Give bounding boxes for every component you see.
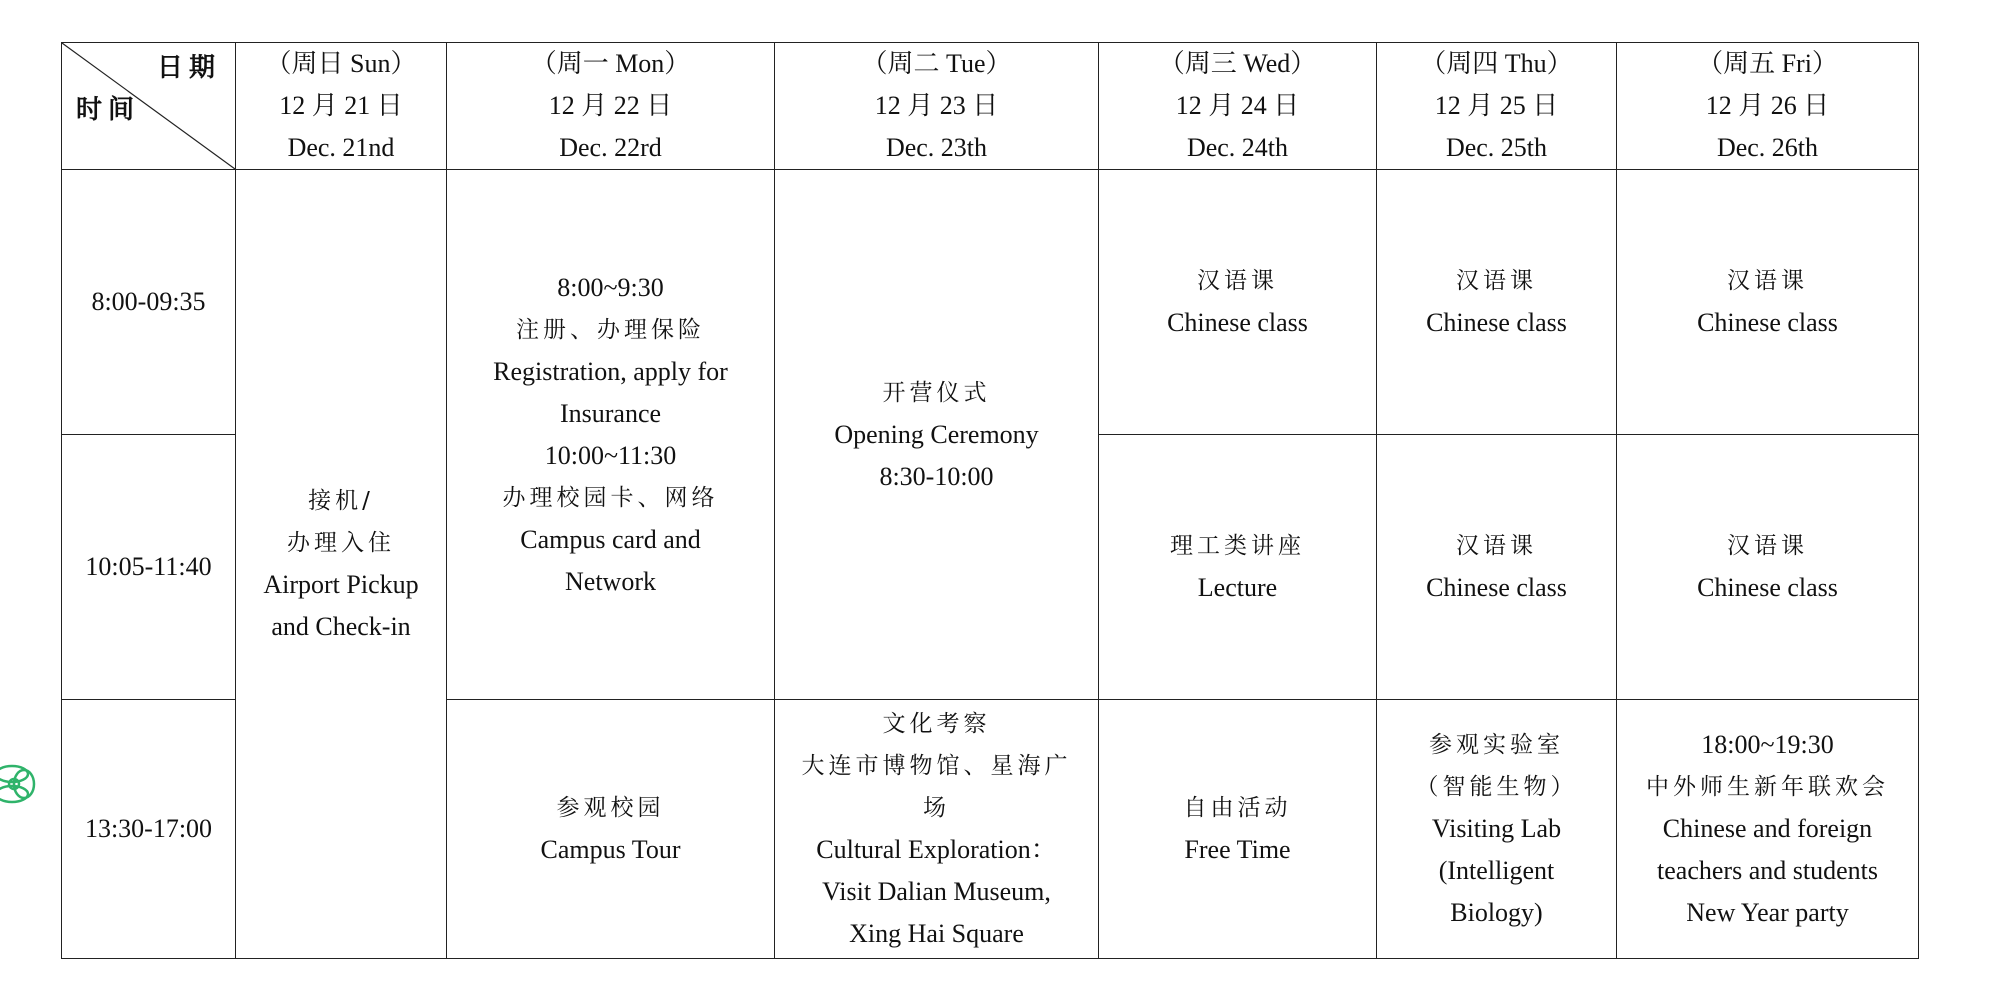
lab-en-2: (Intelligent — [1438, 856, 1555, 885]
fri-chinese-class-cell — [1617, 170, 1919, 435]
class-cn: 汉语课 — [1456, 533, 1537, 559]
free-en: Free Time — [1184, 835, 1291, 864]
party-cn: 中外师生新年联欢会 — [1646, 774, 1889, 800]
header-row — [62, 43, 1919, 170]
weekday-label: （周日 Sun） — [265, 49, 417, 78]
tue-cultural-exploration-cell — [775, 700, 1099, 959]
thu-lab-visit-cell — [1377, 700, 1617, 959]
day-header-wed — [1099, 43, 1377, 170]
lab-cn-2: （智能生物） — [1415, 774, 1578, 800]
cn-date-label: 12 月 24 日 — [1175, 91, 1300, 120]
free-cn: 自由活动 — [1183, 795, 1292, 821]
class-cn: 汉语课 — [1727, 268, 1808, 294]
time-range: 8:00-09:35 — [91, 287, 206, 316]
time-label: 时间 — [76, 95, 141, 125]
culture-en-1: Cultural Exploration： — [816, 835, 1057, 864]
party-en-3: New Year party — [1686, 898, 1849, 927]
class-en: Chinese class — [1697, 573, 1838, 602]
cn-date-label: 12 月 26 日 — [1705, 91, 1830, 120]
tour-cn: 参观校园 — [556, 795, 665, 821]
mon-cn-2: 办理校园卡、网络 — [502, 484, 719, 511]
time-range: 13:30-17:00 — [84, 814, 213, 843]
wed-chinese-class-cell — [1099, 170, 1377, 435]
culture-cn-3: 场 — [923, 795, 950, 821]
weekday-label: （周三 Wed） — [1158, 49, 1317, 78]
time-cell — [62, 700, 236, 959]
thu-chinese-class-cell — [1377, 170, 1617, 435]
en-date-label: Dec. 22rd — [559, 133, 662, 162]
lecture-en: Lecture — [1197, 573, 1278, 602]
cn-date-label: 12 月 21 日 — [279, 91, 403, 120]
wed-free-time-cell — [1099, 700, 1377, 959]
class-cn: 汉语课 — [1727, 533, 1808, 559]
en-date-label: Dec. 26th — [1716, 133, 1819, 162]
weekday-label: （周四 Thu） — [1420, 49, 1573, 78]
lab-en-3: Biology) — [1450, 898, 1543, 927]
leaf-decoration-icon — [0, 760, 44, 808]
lab-en-1: Visiting Lab — [1431, 814, 1562, 843]
cn-date-label: 12 月 25 日 — [1434, 91, 1559, 120]
fri-chinese-class-cell — [1617, 435, 1919, 700]
en-date-label: Dec. 24th — [1186, 133, 1289, 162]
en-date-label: Dec. 25th — [1445, 133, 1548, 162]
party-en-1: Chinese and foreign — [1662, 814, 1873, 843]
class-en: Chinese class — [1426, 308, 1567, 337]
tue-time: 8:30-10:00 — [879, 461, 994, 491]
class-cn: 汉语课 — [1456, 268, 1537, 294]
day-header-mon — [447, 43, 775, 170]
mon-en-2b: Network — [565, 566, 656, 596]
tue-opening-ceremony-cell — [775, 170, 1099, 700]
sun-cn-line-1: 接机/ — [308, 488, 374, 514]
row-morning-1 — [62, 170, 1919, 435]
sun-cn-line-2: 办理入住 — [287, 530, 395, 556]
party-time: 18:00~19:30 — [1701, 730, 1834, 759]
mon-cn-1: 注册、办理保险 — [516, 316, 705, 343]
corner-header-cell — [62, 43, 236, 170]
day-header-tue — [775, 43, 1099, 170]
thu-chinese-class-cell — [1377, 435, 1617, 700]
time-cell — [62, 435, 236, 700]
day-header-fri — [1617, 43, 1919, 170]
cn-date-label: 12 月 22 日 — [548, 91, 673, 120]
en-date-label: Dec. 21nd — [287, 133, 395, 162]
tour-en: Campus Tour — [540, 835, 681, 864]
sun-airport-pickup-cell — [236, 170, 447, 959]
culture-en-2: Visit Dalian Museum, — [822, 877, 1051, 906]
weekday-label: （周二 Tue） — [861, 49, 1012, 78]
wed-lecture-cell — [1099, 435, 1377, 700]
time-cell — [62, 170, 236, 435]
culture-en-3: Xing Hai Square — [849, 919, 1024, 948]
day-header-thu — [1377, 43, 1617, 170]
lab-cn-1: 参观实验室 — [1429, 732, 1564, 758]
class-en: Chinese class — [1426, 573, 1567, 602]
sun-en-line-1: Airport Pickup — [263, 570, 419, 599]
mon-en-1b: Insurance — [559, 398, 662, 428]
class-en: Chinese class — [1167, 308, 1308, 337]
weekday-label: （周五 Fri） — [1697, 49, 1838, 78]
day-header-sun — [236, 43, 447, 170]
mon-registration-cell — [447, 170, 775, 700]
culture-cn-1: 文化考察 — [882, 711, 991, 737]
party-en-2: teachers and students — [1657, 856, 1878, 885]
mon-en-2a: Campus card and — [520, 524, 701, 554]
lecture-cn: 理工类讲座 — [1170, 533, 1305, 559]
sun-en-line-2: and Check-in — [271, 612, 411, 641]
tue-cn: 开营仪式 — [882, 379, 991, 406]
mon-time-1: 8:00~9:30 — [557, 272, 664, 302]
mon-time-2: 10:00~11:30 — [544, 440, 677, 470]
weekday-label: （周一 Mon） — [530, 49, 691, 78]
mon-en-1a: Registration, apply for — [493, 356, 728, 386]
time-range: 10:05-11:40 — [85, 552, 212, 581]
date-label: 日期 — [156, 53, 221, 83]
class-en: Chinese class — [1697, 308, 1838, 337]
fri-new-year-party-cell — [1617, 700, 1919, 959]
mon-campus-tour-cell — [447, 700, 775, 959]
cn-date-label: 12 月 23 日 — [874, 91, 999, 120]
tue-en: Opening Ceremony — [834, 419, 1039, 449]
culture-cn-2: 大连市博物馆、星海广 — [801, 753, 1072, 779]
schedule-table — [61, 42, 1919, 959]
class-cn: 汉语课 — [1197, 268, 1278, 294]
en-date-label: Dec. 23th — [885, 133, 988, 162]
